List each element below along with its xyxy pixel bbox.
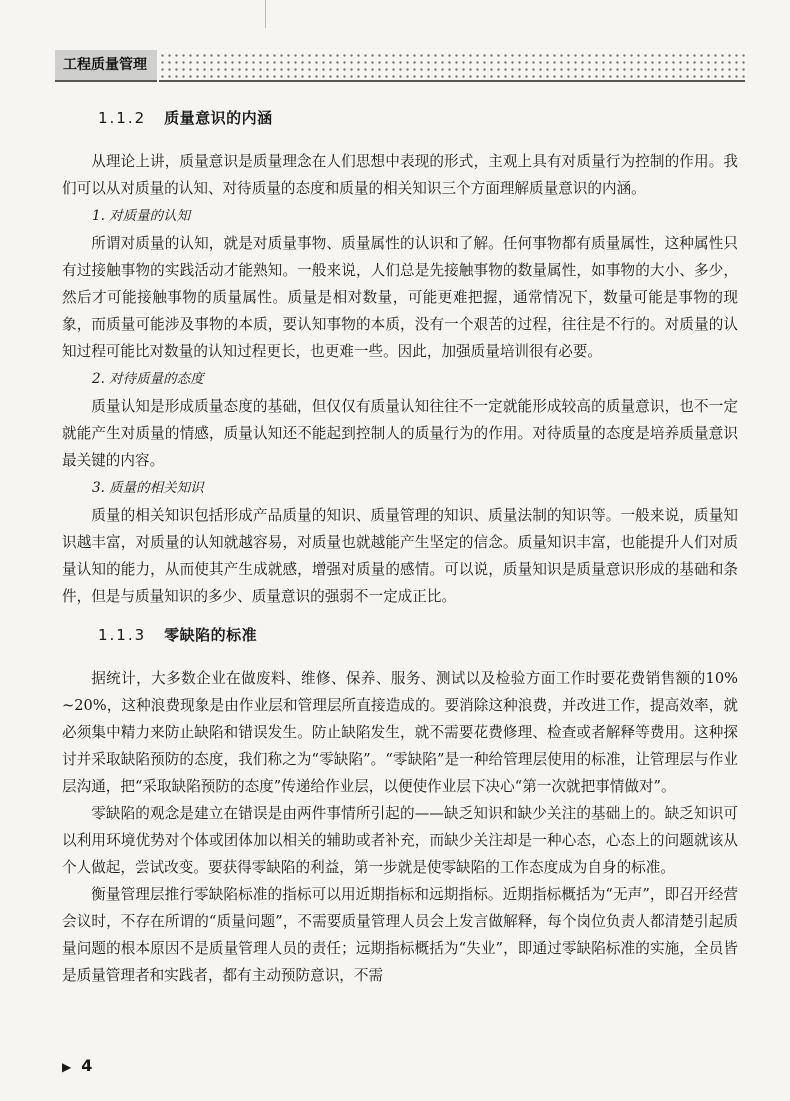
subheading: 3. 质量的相关知识 xyxy=(92,480,204,496)
subheading: 1. 对质量的认知 xyxy=(92,208,191,224)
paragraph: 据统计，大多数企业在做废料、维修、保养、服务、测试以及检验方面工作时要花费销售额的10% ~20%，这种浪费现象是由作业层和管理层所直接造成的。要消除这种浪费，并改进工作，提高效率，就必须集中精力来防止缺陷和错误发生。防止缺陷发生，就不需要花费修理、检查或者解释等费用。这种探讨并采取缺陷预防的态度，我们称之为“零缺陷”。“零缺陷”是一种给管理层使用的标准，让管理层与作业层沟通，把“采取缺陷预防的态度”传递给作业层，以便使作业层下决心“第一次就把事情做对”。 xyxy=(62,670,738,795)
running-header xyxy=(55,50,745,80)
subheading: 2. 对待质量的态度 xyxy=(92,371,204,387)
section-heading-1-1-3 xyxy=(98,624,738,645)
section-title: 零缺陷的标准 xyxy=(164,626,258,644)
section-number: 1.1.3 xyxy=(98,626,147,644)
paragraph: 衡量管理层推行零缺陷标准的指标可以用近期指标和远期指标。近期指标概括为“无声”，即召开经营会议时，不存在所谓的“质量问题”，不需要质量管理人员会上发言做解释，每个岗位负责人都清楚引起质量问题的根本原因不是质量管理人员的责任；远期指标概括为“失业”，即通过零缺陷标准的实施，全员皆是质量管理者和实践者，都有主动预防意识，不需 xyxy=(62,886,738,984)
header-dot-pattern xyxy=(159,52,745,82)
page-fold-line xyxy=(265,0,266,28)
paragraph: 质量认知是形成质量态度的基础，但仅仅有质量认知往往不一定就能形成较高的质量意识，也不一定就能产生对质量的情感，质量认知还不能起到控制人的质量行为的作用。对待质量的态度是培养质量意识最关键的内容。 xyxy=(62,398,738,469)
triangle-marker-icon: ▶ xyxy=(62,1060,72,1074)
paragraph: 从理论上讲，质量意识是质量理念在人们思想中表现的形式，主观上具有对质量行为控制的作用。我们可以从对质量的认知、对待质量的态度和质量的相关知识三个方面理解质量意识的内涵。 xyxy=(62,153,738,197)
paragraph: 零缺陷的观念是建立在错误是由两件事情所引起的——缺乏知识和缺少关注的基础上的。缺乏知识可以利用环境优势对个体或团体加以相关的辅助或者补充，而缺少关注却是一种心态，心态上的问题就该从个人做起，尝试改变。要获得零缺陷的利益，第一步就是使零缺陷的工作态度成为自身的标准。 xyxy=(62,805,738,876)
paragraph: 质量的相关知识包括形成产品质量的知识、质量管理的知识、质量法制的知识等。一般来说，质量知识越丰富，对质量的认知就越容易，对质量也就越能产生坚定的信念。质量知识丰富，也能提升人们对质量认知的能力，从而使其产生成就感，增强对质量的感情。可以说，质量知识是质量意识形成的基础和条件，但是与质量知识的多少、质量意识的强弱不一定成正比。 xyxy=(62,507,738,605)
page-footer xyxy=(62,1056,92,1082)
page-content xyxy=(62,95,738,989)
header-title: 工程质量管理 xyxy=(55,50,157,82)
section-heading-1-1-2 xyxy=(98,107,738,128)
section-title: 质量意识的内涵 xyxy=(164,109,273,127)
page-number: 4 xyxy=(81,1056,93,1075)
paragraph: 所谓对质量的认知，就是对质量事物、质量属性的认识和了解。任何事物都有质量属性，这种属性只有过接触事物的实践活动才能熟知。一般来说，人们总是先接触事物的数量属性，如事物的大小、多少，然后才可能接触事物的质量属性。质量是相对数量，可能更难把握，通常情况下，数量可能是事物的现象，而质量可能涉及事物的本质，要认知事物的本质，没有一个艰苦的过程，往往是不行的。对质量的认知过程可能比对数量的认知过程更长，也更难一些。因此，加强质量培训很有必要。 xyxy=(62,235,738,360)
section-number: 1.1.2 xyxy=(98,109,147,127)
